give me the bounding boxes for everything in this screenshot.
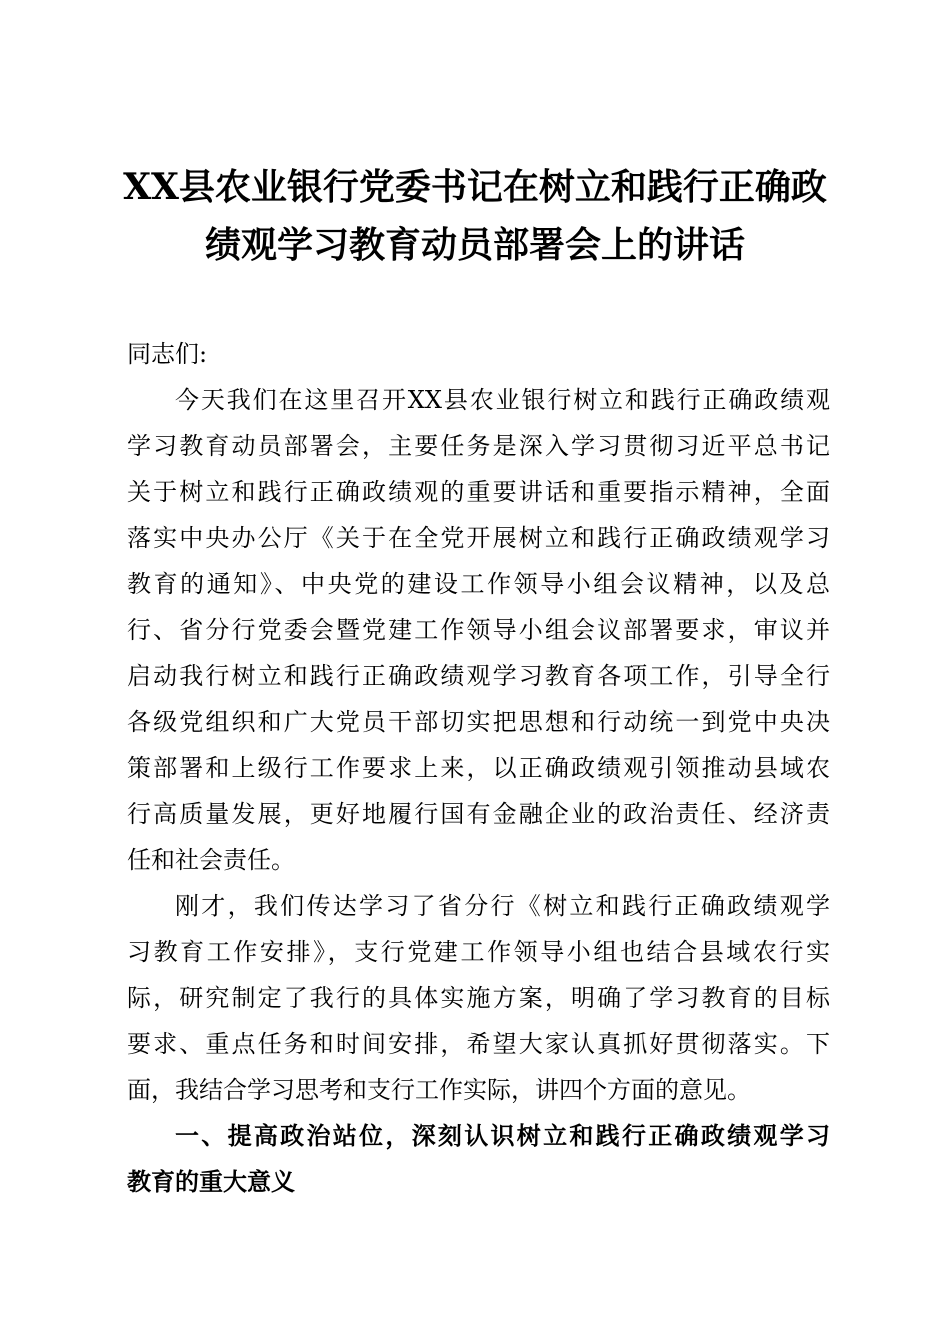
paragraph-line: 各级党组织和广大党员干部切实把思想和行动统一到党中央决 [127, 708, 830, 736]
paragraph-1 [127, 377, 830, 883]
paragraph-line: 今天我们在这里召开XX县农业银行树立和践行正确政绩观 [175, 386, 830, 414]
document-body [127, 331, 830, 1205]
paragraph-line: 策部署和上级行工作要求上来，以正确政绩观引领推动县域农 [127, 754, 830, 782]
paragraph-line: 行、省分行党委会暨党建工作领导小组会议部署要求，审议并 [127, 616, 830, 644]
paragraph-line: 关于树立和践行正确政绩观的重要讲话和重要指示精神，全面 [127, 478, 830, 506]
paragraph-line: 际，研究制定了我行的具体实施方案，明确了学习教育的目标 [127, 984, 830, 1012]
paragraph-line: 刚才，我们传达学习了省分行《树立和践行正确政绩观学 [175, 892, 830, 920]
heading-line: 教育的重大意义 [127, 1168, 295, 1196]
salutation: 同志们: [127, 340, 208, 368]
paragraph-line: 教育的通知》、中央党的建设工作领导小组会议精神，以及总 [127, 570, 830, 598]
paragraph-line: 落实中央办公厅《关于在全党开展树立和践行正确政绩观学习 [127, 524, 830, 552]
paragraph-line: 行高质量发展，更好地履行国有金融企业的政治责任、经济责 [127, 800, 830, 828]
paragraph-2 [127, 883, 830, 1113]
heading-line: 一、提高政治站位，深刻认识树立和践行正确政绩观学习 [175, 1122, 830, 1150]
title-line: XX县农业银行党委书记在树立和践行正确政 [123, 166, 827, 208]
section-heading [127, 1113, 830, 1205]
paragraph-line: 面，我结合学习思考和支行工作实际，讲四个方面的意见。 [127, 1076, 751, 1104]
paragraph-line: 要求、重点任务和时间安排，希望大家认真抓好贯彻落实。下 [127, 1030, 830, 1058]
paragraph-line: 习教育工作安排》，支行党建工作领导小组也结合县域农行实 [127, 938, 830, 966]
paragraph-line: 任和社会责任。 [127, 846, 295, 874]
title-line: 绩观学习教育动员部署会上的讲话 [204, 224, 745, 266]
paragraph-line: 学习教育动员部署会，主要任务是深入学习贯彻习近平总书记 [127, 432, 830, 460]
document-title [0, 158, 950, 274]
paragraph-line: 启动我行树立和践行正确政绩观学习教育各项工作，引导全行 [127, 662, 830, 690]
